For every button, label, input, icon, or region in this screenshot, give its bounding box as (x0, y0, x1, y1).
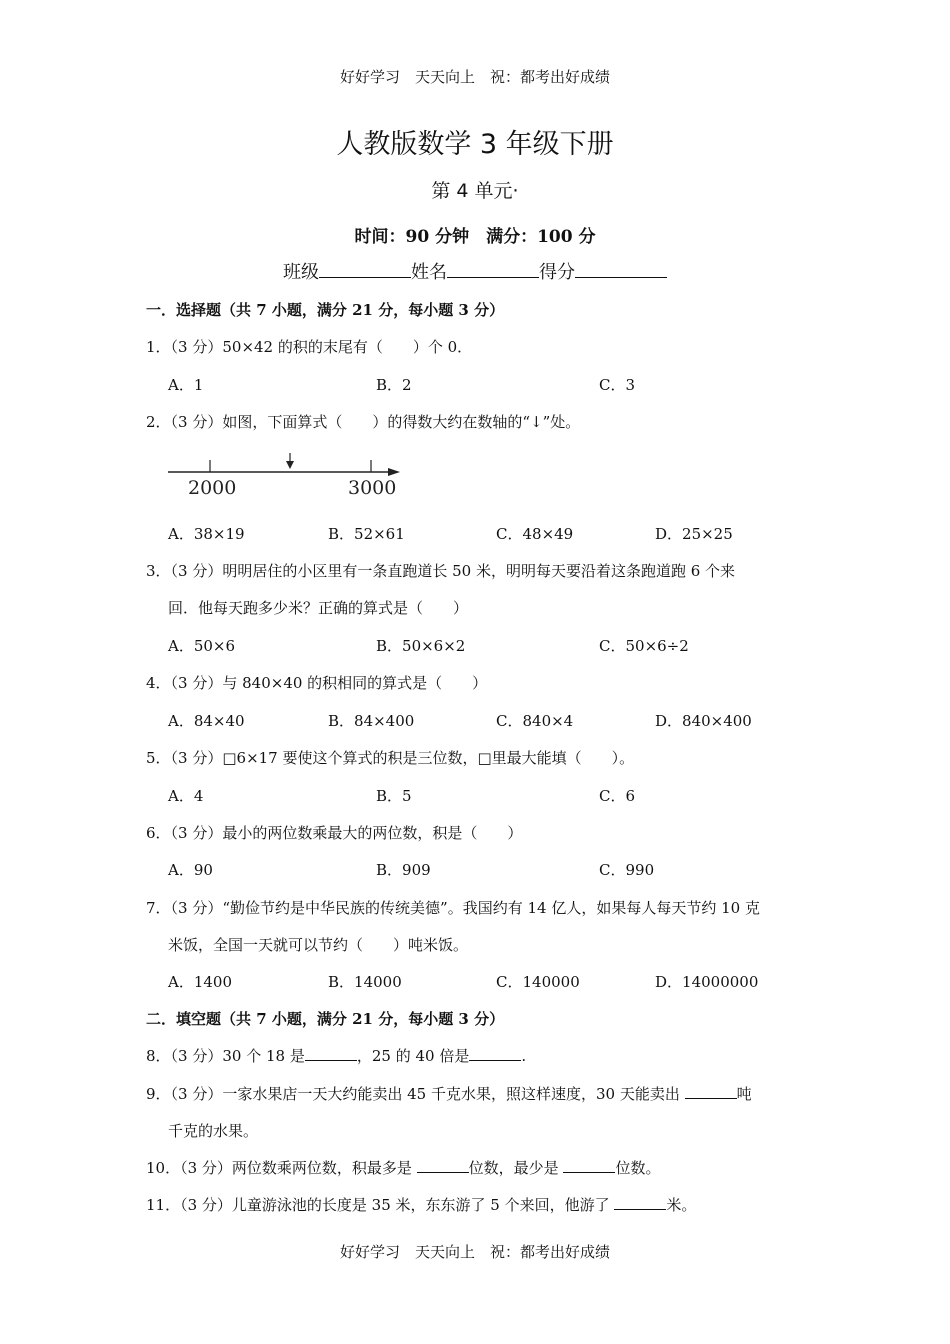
question-11 (146, 1194, 696, 1215)
question-7-continued: 米饭，全国一天就可以节约（ ）吨米饭。 (168, 936, 469, 954)
q3-option-c: C．50×6÷2 (599, 637, 689, 655)
q5-option-a: A．4 (168, 787, 204, 805)
question-8 (146, 1045, 526, 1066)
unit-subtitle: 第 4 单元· (431, 180, 519, 202)
class-label: 班级 (283, 262, 319, 283)
name-blank[interactable] (447, 259, 539, 278)
q6-option-b: B．909 (376, 861, 431, 879)
question-10 (146, 1157, 660, 1178)
q8-text-1: 8．（3 分）30 个 18 是 (146, 1047, 305, 1065)
question-9-continued: 千克的水果。 (168, 1122, 259, 1140)
q10-answer-blank-1[interactable] (417, 1158, 469, 1173)
time-score-info: 时间：90 分钟 满分：100 分 (354, 227, 596, 247)
q4-option-d: D．840×400 (655, 712, 752, 730)
score-label: 得分 (539, 262, 575, 283)
question-1: 1．（3 分）50×42 的积的末尾有（ ）个 0． (146, 338, 473, 356)
label-2000: 2000 (188, 477, 237, 499)
q6-option-c: C．990 (599, 861, 655, 879)
question-7: 7．（3 分）“勤俭节约是中华民族的传统美德”。我国约有 14 亿人，如果每人每天节约 10 克 (146, 899, 760, 917)
q3-option-b: B．50×6×2 (376, 637, 466, 655)
q7-option-d: D．14000000 (655, 973, 759, 991)
page-footer-motto: 好好学习 天天向上 祝：都考出好成绩 (339, 1243, 610, 1261)
q4-option-c: C．840×4 (496, 712, 574, 730)
q8-text-2: ，25 的 40 倍是 (356, 1047, 470, 1065)
q9-answer-blank[interactable] (685, 1084, 737, 1099)
q8-answer-blank-2[interactable] (469, 1046, 521, 1061)
q4-option-b: B．84×400 (328, 712, 415, 730)
q8-text-3: . (521, 1047, 527, 1065)
score-blank[interactable] (575, 259, 667, 278)
question-6: 6．（3 分）最小的两位数乘最大的两位数，积是（ ） (146, 824, 523, 842)
page-title: 人教版数学 3 年级下册 (336, 129, 614, 160)
q7-option-c: C．140000 (496, 973, 580, 991)
q4-option-a: A．84×40 (168, 712, 245, 730)
down-arrow-icon (286, 461, 294, 469)
q11-answer-blank[interactable] (614, 1195, 666, 1210)
question-5: 5．（3 分）□6×17 要使这个算式的积是三位数，□里最大能填（ ）。 (146, 749, 635, 767)
question-9 (146, 1083, 752, 1104)
q3-option-a: A．50×6 (168, 637, 236, 655)
q9-text-1: 9．（3 分）一家水果店一天大约能卖出 45 千克水果，照这样速度，30 天能卖出 (146, 1085, 685, 1103)
q2-option-c: C．48×49 (496, 525, 574, 543)
q11-text-1: 11．（3 分）儿童游泳池的长度是 35 米，东东游了 5 个来回，他游了 (146, 1196, 615, 1214)
label-3000: 3000 (348, 477, 397, 499)
student-info-row (0, 258, 950, 284)
q2-option-b: B．52×61 (328, 525, 405, 543)
question-3-continued: 回．他每天跑多少米？正确的算式是（ ） (168, 599, 469, 617)
q10-text-3: 位数。 (615, 1159, 661, 1177)
q5-option-c: C．6 (599, 787, 636, 805)
q9-text-2: 吨 (736, 1085, 752, 1103)
section-1-heading: 一．选择题（共 7 小题，满分 21 分，每小题 3 分） (146, 301, 505, 319)
q10-text-1: 10．（3 分）两位数乘两位数，积最多是 (146, 1159, 417, 1177)
question-3: 3．（3 分）明明居住的小区里有一条直跑道长 50 米，明明每天要沿着这条跑道跑 6 个来 (146, 562, 736, 580)
name-label: 姓名 (411, 262, 447, 283)
q11-text-2: 米。 (666, 1196, 697, 1214)
number-line-figure (168, 448, 408, 500)
q7-option-b: B．14000 (328, 973, 402, 991)
q5-option-b: B．5 (376, 787, 412, 805)
q1-option-b: B．2 (376, 376, 412, 394)
q10-text-2: 位数，最少是 (468, 1159, 564, 1177)
q1-option-a: A．1 (168, 376, 204, 394)
number-line-arrowhead (388, 468, 400, 476)
q2-option-a: A．38×19 (168, 525, 245, 543)
q6-option-a: A．90 (168, 861, 213, 879)
class-blank[interactable] (319, 259, 411, 278)
page-header-motto: 好好学习 天天向上 祝：都考出好成绩 (339, 68, 610, 86)
question-4: 4．（3 分）与 840×40 的积相同的算式是（ ） (146, 674, 488, 692)
q8-answer-blank-1[interactable] (305, 1046, 357, 1061)
q7-option-a: A．1400 (168, 973, 233, 991)
q2-option-d: D．25×25 (655, 525, 733, 543)
q10-answer-blank-2[interactable] (563, 1158, 615, 1173)
question-2: 2．（3 分）如图，下面算式（ ）的得数大约在数轴的“↓”处。 (146, 413, 581, 431)
q1-option-c: C．3 (599, 376, 636, 394)
section-2-heading: 二．填空题（共 7 小题，满分 21 分，每小题 3 分） (146, 1010, 505, 1028)
